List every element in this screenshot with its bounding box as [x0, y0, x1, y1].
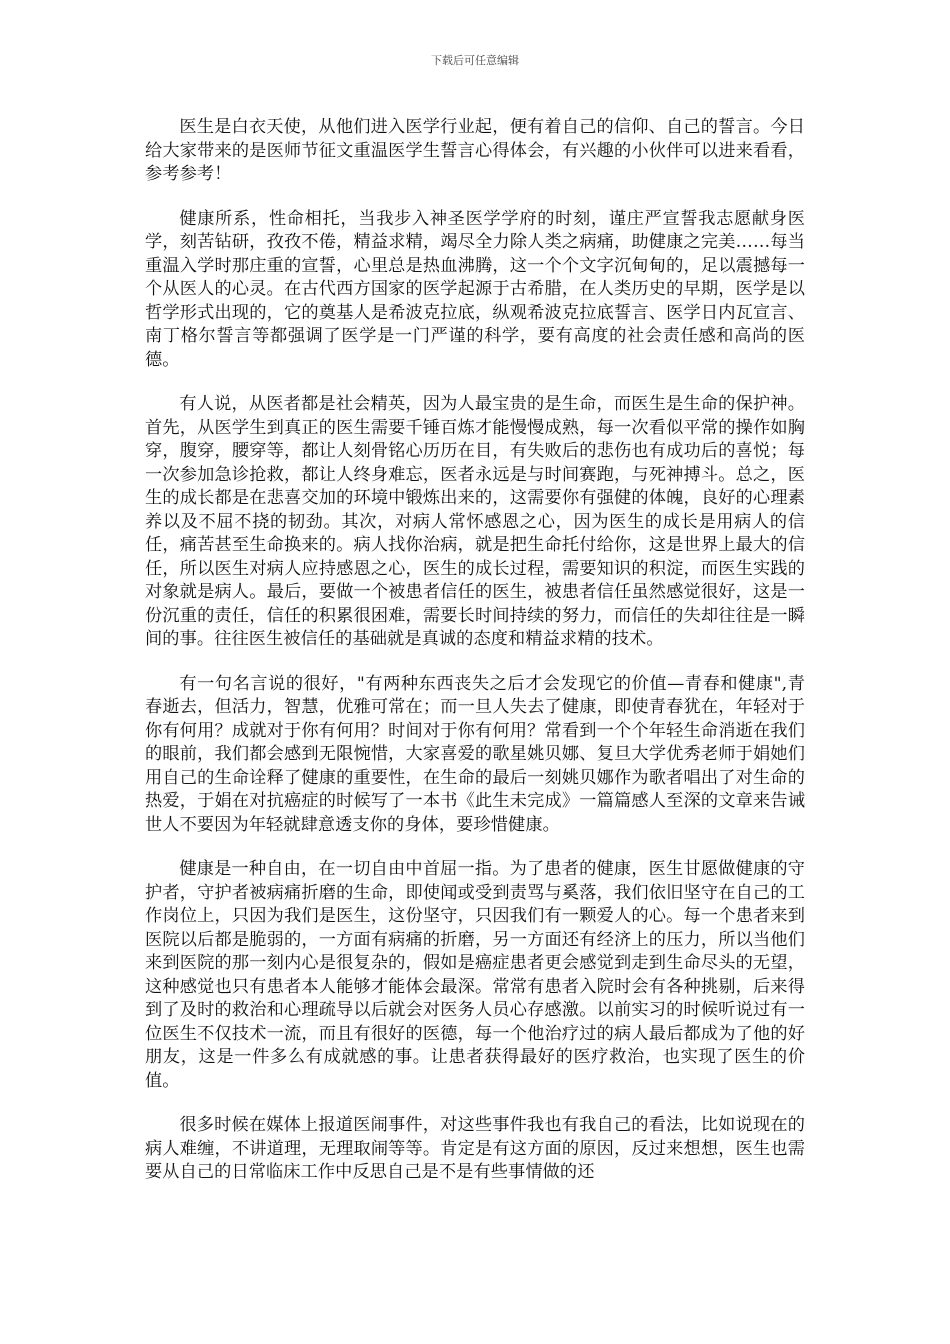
paragraph-freedom: 健康是一种自由，在一切自由中首屈一指。为了患者的健康，医生甘愿做健康的守护者，守护者被病痛折磨的生命，即使闻或受到责骂与奚落，我们依旧坚守在自己的工作岗位上，只因为我们是医生，这份坚守，只因我们有一颗爱人的心。每一个患者来到医院以后都是脆弱的，一方面有病痛的折磨，另一方面还有经济上的压力，所以当他们来到医院的那一刻内心是很复杂的，假如是癌症患者更会感觉到走到生命尽头的无望，这种感觉也只有患者本人能够才能体会最深。常常有患者入院时会有各种挑剔，后来得到了及时的救治和心理疏导以后就会对医务人员心存感激。以前实习的时候听说过有一位医生不仅技术一流，而且有很好的医德，每一个他治疗过的病人最后都成为了他的好朋友，这是一件多么有成就感的事。让患者获得最好的医疗救治，也实现了医生的价值。	[145, 859, 805, 1091]
paragraph-elite: 有人说，从医者都是社会精英，因为人最宝贵的是生命，而医生是生命的保护神。首先，从医学生到真正的医生需要千锤百炼才能慢慢成熟，每一次看似平常的操作如胸穿，腹穿，腰穿等，都让人刻骨铭心历历在目，有失败后的悲伤也有成功后的喜悦；每一次参加急诊抢救，都让人终身难忘，医者永远是与时间赛跑，与死神搏斗。总之，医生的成长都是在悲喜交加的环境中锻炼出来的，这需要你有强健的体魄，良好的心理素养以及不屈不挠的韧劲。其次，对病人常怀感恩之心，因为医生的成长是用病人的信任，痛苦甚至生命换来的。病人找你治病，就是把生命托付给你，这是世界上最大的信任，所以医生对病人应持感恩之心，医生的成长过程，需要知识的积淀，而医生实践的对象就是病人。最后，要做一个被患者信任的医生，被患者信任虽然感觉很好，这是一份沉重的责任，信任的积累很困难，需要长时间持续的努力，而信任的失却往往是一瞬间的事。往往医生被信任的基础就是真诚的态度和精益求精的技术。	[145, 394, 805, 649]
article-body	[145, 116, 805, 1206]
page-header: 下载后可任意编辑	[431, 54, 519, 67]
paragraph-health-quote: 有一句名言说的很好，"有两种东西丧失之后才会发现它的价值—青春和健康",青春逝去，但活力，智慧，优雅可常在；而一旦人失去了健康，即使青春犹在，年轻对于你有何用？成就对于你有何用？时间对于你有何用？常看到一个个年轻生命消逝在我们的眼前，我们都会感到无限惋惜，大家喜爱的歌星姚贝娜、复旦大学优秀老师于娟她们用自己的生命诠释了健康的重要性，在生命的最后一刻姚贝娜作为歌者唱出了对生命的热爱，于娟在对抗癌症的时候写了一本书《此生未完成》一篇篇感人至深的文章来告诫世人不要因为年轻就肆意透支你的身体，要珍惜健康。	[145, 673, 805, 835]
paragraph-intro: 医生是白衣天使，从他们进入医学行业起，便有着自己的信仰、自己的誓言。今日给大家带来的是医师节征文重温医学生誓言心得体会，有兴趣的小伙伴可以进来看看，参考参考！	[145, 117, 805, 184]
paragraph-oath: 健康所系，性命相托，当我步入神圣医学学府的时刻，谨庄严宣誓我志愿献身医学，刻苦钻研，孜孜不倦，精益求精，竭尽全力除人类之病痛，助健康之完美……每当重温入学时那庄重的宣誓，心里总是热血沸腾，这一个个文字沉甸甸的，足以震撼每一个从医人的心灵。在古代西方国家的医学起源于古希腊，在人类历史的早期，医学是以哲学形式出现的，它的奠基人是希波克拉底，纵观希波克拉底誓言、医学日内瓦宣言、南丁格尔誓言等都强调了医学是一门严谨的科学，要有高度的社会责任感和高尚的医德。	[145, 208, 805, 370]
paragraph-media: 很多时候在媒体上报道医闹事件，对这些事件我也有我自己的看法，比如说现在的病人难缠，不讲道理，无理取闹等等。肯定是有这方面的原因，反过来想想，医生也需要从自己的日常临床工作中反思自己是不是有些事情做的还	[145, 1115, 805, 1182]
